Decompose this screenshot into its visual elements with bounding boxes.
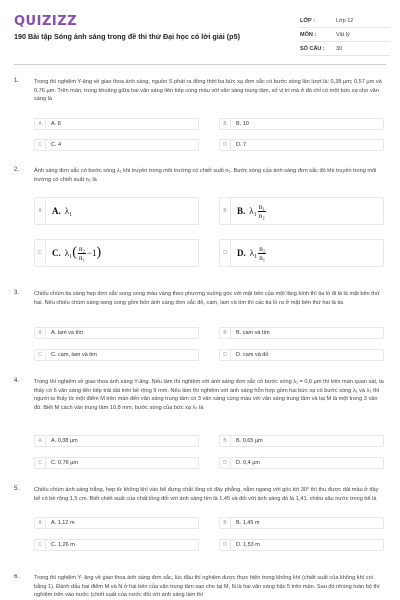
option-text: A. 1,12 m bbox=[51, 520, 75, 526]
numerator: n₂ bbox=[78, 244, 85, 253]
meta-row-count bbox=[300, 42, 390, 56]
option-text: B. cam và tím bbox=[236, 330, 270, 336]
option-letter: A bbox=[35, 119, 46, 129]
option-text: D. 0,4 µm bbox=[236, 460, 260, 466]
lambda-symbol: λ₁ bbox=[64, 248, 73, 258]
option-label: A. bbox=[52, 206, 61, 216]
numerator: n₁ bbox=[258, 202, 265, 211]
lambda-symbol: λ₁ bbox=[64, 206, 73, 216]
option-letter: C bbox=[35, 240, 46, 266]
option-a[interactable] bbox=[34, 118, 199, 130]
option-letter: D bbox=[220, 540, 231, 550]
question-4 bbox=[14, 378, 386, 478]
quiz-meta bbox=[300, 14, 390, 56]
option-letter: C bbox=[35, 540, 46, 550]
option-letter: B bbox=[220, 328, 231, 338]
option-d[interactable] bbox=[219, 349, 384, 361]
option-d[interactable] bbox=[219, 457, 384, 469]
right-paren: ) bbox=[96, 245, 102, 260]
option-letter: B bbox=[220, 436, 231, 446]
fraction bbox=[258, 203, 266, 220]
option-text: D. cam và đỏ bbox=[236, 352, 269, 358]
question-number: 6. bbox=[14, 574, 20, 580]
option-letter: C bbox=[35, 140, 46, 150]
meta-value: 30 bbox=[336, 45, 343, 52]
meta-value: Lớp 12 bbox=[336, 17, 354, 24]
denominator: n₁ bbox=[259, 253, 266, 262]
header-divider bbox=[14, 64, 386, 65]
quizizz-logo: QUIZIZZ bbox=[14, 14, 78, 29]
question-text: Trong thí nghiệm Y- âng về giao thoa ánh sáng đơn sắc, lúc đầu thí nghiệm được thực hiện trong không khí (chiết suất của không khí coi bằng 1). Đánh dấu hai điểm M và N ở hai bên của vân trung tâm sao cho tại M, N là hai vân sáng bậc 5 trên màn. Sau đó nhúng toàn bộ thí nghiệm trên vào nước (chiết suất của nước đối với ánh sáng làm thí bbox=[34, 575, 380, 598]
option-b[interactable] bbox=[219, 327, 384, 339]
option-letter: A bbox=[35, 436, 46, 446]
option-text: B. 0,65 µm bbox=[236, 438, 263, 444]
meta-label: SỐ CÂU : bbox=[300, 45, 325, 52]
option-letter: A bbox=[35, 518, 46, 528]
option-text: A. lam và tím bbox=[51, 330, 84, 336]
option-a[interactable] bbox=[34, 435, 199, 447]
question-text: Chiếu chùm tia sáng hẹp đơn sắc song song màu vàng theo phương vuông góc với mặt bên của một lăng kính thì tia ló đi là là mặt bên thứ hai. Nếu chiếu chùm sáng song song gồm bốn ánh sáng đơn sắc đỏ, cam, lam và tím thì các tia ló ra ở mặt bên thứ hai là tia bbox=[34, 291, 380, 306]
denominator: n₂ bbox=[258, 211, 265, 220]
option-text: B. 10 bbox=[236, 121, 249, 127]
question-number: 5. bbox=[14, 486, 20, 492]
meta-label: LỚP : bbox=[300, 17, 315, 24]
option-letter: B bbox=[220, 518, 231, 528]
option-d[interactable] bbox=[219, 139, 384, 151]
option-label: B. bbox=[237, 206, 246, 216]
meta-label: MÔN : bbox=[300, 31, 317, 38]
option-text: A. 0,38 µm bbox=[51, 438, 78, 444]
option-letter: B bbox=[220, 198, 231, 224]
option-letter: A bbox=[35, 328, 46, 338]
option-letter: D bbox=[220, 350, 231, 360]
option-b[interactable] bbox=[219, 517, 384, 529]
option-letter: D bbox=[220, 140, 231, 150]
option-text: C. 0,76 µm bbox=[51, 460, 79, 466]
option-a[interactable] bbox=[34, 327, 199, 339]
option-text: C. 4 bbox=[51, 142, 62, 148]
question-3 bbox=[14, 290, 386, 370]
question-number: 3. bbox=[14, 290, 20, 296]
lambda-symbol: λ₁ bbox=[249, 206, 257, 216]
denominator: n₁ bbox=[78, 253, 85, 262]
minus-one: −1 bbox=[86, 248, 97, 258]
page-header bbox=[0, 0, 400, 62]
option-text: C. 1,26 m bbox=[51, 542, 75, 548]
question-5 bbox=[14, 486, 386, 566]
option-letter: D bbox=[220, 240, 231, 266]
option-letter: C bbox=[35, 350, 46, 360]
option-formula bbox=[46, 206, 72, 216]
fraction bbox=[78, 245, 86, 262]
option-letter: A bbox=[35, 198, 46, 224]
option-a[interactable] bbox=[34, 517, 199, 529]
lambda-symbol: λ₁ bbox=[249, 248, 258, 258]
option-label: C. bbox=[52, 248, 61, 258]
option-b[interactable] bbox=[219, 435, 384, 447]
meta-row-class bbox=[300, 14, 390, 28]
option-d[interactable] bbox=[219, 239, 384, 267]
numerator: n₂ bbox=[259, 244, 266, 253]
left-paren: ( bbox=[72, 245, 77, 260]
option-letter: D bbox=[220, 458, 231, 468]
option-c[interactable] bbox=[34, 139, 199, 151]
option-text: A. 8 bbox=[51, 121, 61, 127]
question-number: 2. bbox=[14, 167, 20, 173]
option-letter: C bbox=[35, 458, 46, 468]
question-6 bbox=[14, 574, 386, 600]
question-text: Ánh sáng đơn sắc có bước sóng λ₁ khi truyền trong môi trường có chiết suất n₁. Bước sóng của ánh sáng đơn sắc đó khi truyền trong môi trường có chiết suất n₂ là bbox=[34, 168, 377, 183]
question-text: Trong thí nghiệm về giao thoa ánh sáng Y-âng. Nếu làm thí nghiệm với ánh sáng đơn sắc có bước sóng λ₁ = 0,6 µm thì trên màn quan sát, ta thấy có 6 vân sáng liên tiếp trải dài trên bề rộng 9 mm. Nếu làm thí nghiệm với ánh sáng hỗn hợp gồm hai bức xạ có bước sóng λ₁ và λ₂ thì người ta thấy từ một điểm M trên màn đến vân sáng trung tâm có 3 vân sáng cùng màu với vân sáng trung tâm và tại M là một trong 3 vân đó. Biết M cách vân trung tâm 10,8 mm, bước sóng của bức xạ λ₂ là bbox=[34, 379, 384, 411]
option-a[interactable] bbox=[34, 197, 199, 225]
option-c[interactable] bbox=[34, 239, 199, 267]
option-b[interactable] bbox=[219, 118, 384, 130]
option-text: C. cam, lam và tím bbox=[51, 352, 97, 358]
option-c[interactable] bbox=[34, 349, 199, 361]
option-formula bbox=[231, 203, 267, 220]
question-text: Trong thí nghiệm Y-âng về giao thoa ánh sáng, nguồn S phát ra đồng thời ba bức xạ đơn sắc có bước sóng lần lượt là: 0,38 µm; 0,57 µm và 0,76 µm. Trên màn, trong khoảng giữa hai vân sáng liên tiếp cùng màu với vân sáng trung tâm, số vị trí mà ở đó chỉ có một bức xạ cho vân sáng là bbox=[34, 79, 382, 102]
fraction bbox=[258, 245, 266, 262]
meta-value: Vật lý bbox=[336, 31, 350, 38]
question-number: 4. bbox=[14, 378, 20, 384]
question-text: Chiếu chùm ánh sáng trắng, hẹp từ không khí vào bể đựng chất lỏng có đáy phẳng, nằm ngang với góc tới 30° thì thu được dải màu ở đáy bể có bề rộng 1,5 cm. Biết chiết suất của chất lỏng đối với ánh sáng tím là 1,45 và đối với ánh sáng đỏ là 1,41, chiều sâu nước trong bể là bbox=[34, 487, 379, 502]
page-title: 190 Bài tập Sóng ánh sáng trong đề thi thử Đại học có lời giải (p5) bbox=[14, 32, 240, 41]
option-b[interactable] bbox=[219, 197, 384, 225]
option-formula bbox=[231, 245, 267, 262]
option-text: B. 1,45 m bbox=[236, 520, 260, 526]
option-text: D. 1,53 m bbox=[236, 542, 260, 548]
option-label: D. bbox=[237, 248, 246, 258]
question-2 bbox=[14, 167, 386, 282]
option-d[interactable] bbox=[219, 539, 384, 551]
question-number: 1. bbox=[14, 78, 20, 84]
option-text: D. 7 bbox=[236, 142, 247, 148]
question-1 bbox=[14, 78, 386, 158]
option-formula bbox=[46, 245, 101, 262]
option-c[interactable] bbox=[34, 539, 199, 551]
option-c[interactable] bbox=[34, 457, 199, 469]
option-letter: B bbox=[220, 119, 231, 129]
meta-row-subject bbox=[300, 28, 390, 42]
